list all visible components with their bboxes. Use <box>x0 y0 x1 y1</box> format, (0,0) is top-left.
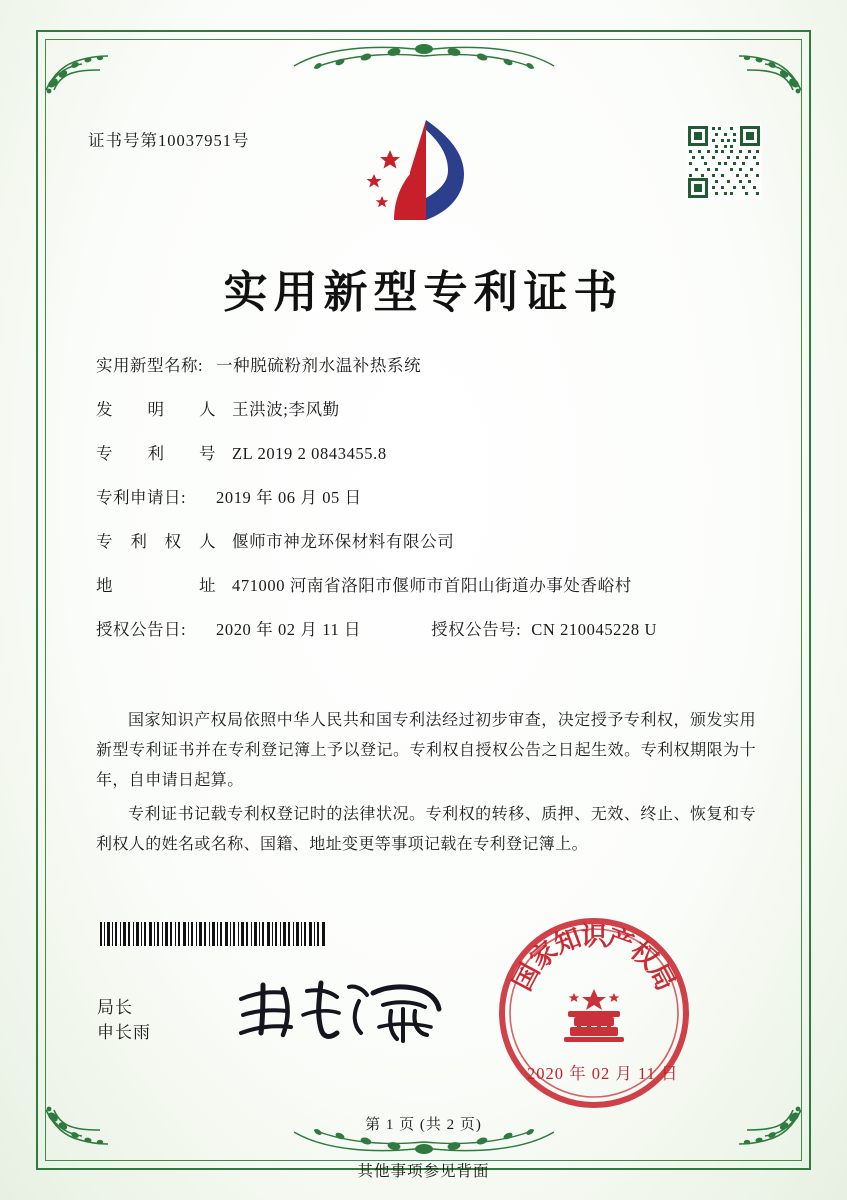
paragraph-grant-statement: 国家知识产权局依照中华人民共和国专利法经过初步审查，决定授予专利权，颁发实用新型专利证书并在专利登记簿上予以登记。专利权自授权公告之日起生效。专利权期限为十年，自申请日起算。 <box>96 712 756 789</box>
field-value: 一种脱硫粉剂水温补热系统 <box>216 356 422 375</box>
field-row-address <box>96 578 756 595</box>
corner-ornament-icon <box>733 34 807 96</box>
field-label: 专利申请日: <box>96 488 187 507</box>
svg-text:家: 家 <box>524 935 564 976</box>
field-label-secondary: 授权公告号: <box>431 620 522 639</box>
paragraph-registry-statement: 专利证书记载专利权登记时的法律状况。专利权的转移、质押、无效、终止、恢复和专利权人的姓名或名称、国籍、地址变更等事项记载在专利登记簿上。 <box>96 806 756 853</box>
field-value: 2020 年 02 月 11 日 <box>216 620 362 639</box>
field-value: 471000 河南省洛阳市偃师市首阳山街道办事处香峪村 <box>232 576 632 595</box>
field-label: 授权公告日: <box>96 620 187 639</box>
field-label: 发 明 人 <box>96 400 216 419</box>
field-row-inventor <box>96 402 756 419</box>
director-title-label: 局长 <box>97 998 133 1017</box>
director-name-label: 申长雨 <box>97 1023 151 1042</box>
field-label: 专 利 权 人 <box>96 532 216 551</box>
edge-ornament-icon <box>274 36 574 76</box>
svg-text:权: 权 <box>624 935 664 976</box>
field-value: 偃师市神龙环保材料有限公司 <box>232 532 455 551</box>
svg-text:识: 识 <box>580 922 608 952</box>
page-title: 实用新型专利证书 <box>223 267 624 318</box>
field-value: ZL 2019 2 0843455.8 <box>232 444 387 463</box>
field-row-utility-model-name <box>96 358 756 375</box>
seal-date: 2020 年 02 月 11 日 <box>527 1064 679 1083</box>
field-row-patent-number <box>96 446 756 463</box>
qr-code <box>686 124 762 200</box>
cnipa-emblem-logo-icon <box>360 112 480 230</box>
field-label: 实用新型名称: <box>96 356 204 375</box>
field-list <box>96 358 756 666</box>
field-value-secondary: CN 210045228 U <box>531 620 657 639</box>
field-value: 王洪波;李风勤 <box>232 400 340 419</box>
legal-text-block <box>96 706 756 864</box>
corner-ornament-icon <box>40 34 114 96</box>
handwritten-signature-icon <box>233 975 448 1047</box>
svg-text:产: 产 <box>602 923 638 961</box>
footer-note: 其他事项参见背面 <box>357 1163 490 1180</box>
svg-text:国: 国 <box>507 958 547 996</box>
page-number: 第 1 页 (共 2 页) <box>365 1117 482 1133</box>
field-label: 专 利 号 <box>96 444 216 463</box>
svg-text:局: 局 <box>641 958 681 996</box>
field-row-grant-announcement <box>96 622 756 639</box>
signature-block <box>97 995 151 1045</box>
field-label: 地 址 <box>96 576 216 595</box>
barcode <box>100 922 325 946</box>
field-row-application-date <box>96 490 756 507</box>
field-value: 2019 年 06 月 05 日 <box>216 488 362 507</box>
field-row-patentee <box>96 534 756 551</box>
svg-text:知: 知 <box>550 923 586 961</box>
certificate-number: 证书号第10037951号 <box>88 131 250 150</box>
